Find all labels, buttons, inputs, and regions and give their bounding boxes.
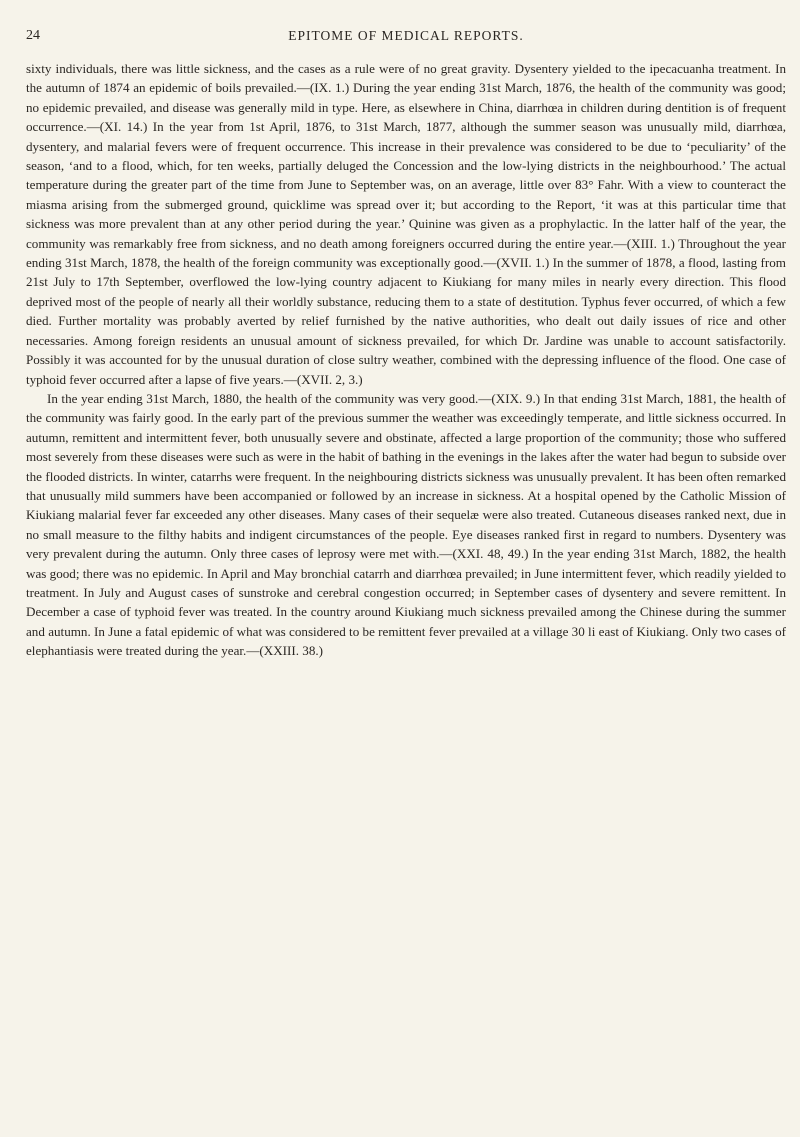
body-text xyxy=(26,59,786,661)
running-title: EPITOME OF MEDICAL REPORTS. xyxy=(288,28,524,43)
paragraph: In the year ending 31st March, 1880, the health of the community was very good.—(XIX. 9.) In that ending 31st March, 1881, the health of the community was fairly good. In the early part of the previous summer the weather was exceedingly temperate, and little sickness occurred. In autumn, remittent and intermittent fever, both unusually severe and obstinate, affected a large proportion of the community; those who suffered most severely from these diseases were such as were in the habit of bathing in the evenings in the lakes after the water had begun to subside over the flooded districts. In winter, catarrhs were frequent. In the neighbouring districts sickness was unusually prevalent. It has been often remarked that unusually mild summers have been accompanied or followed by an increase in sickness. At a hospital opened by the Catholic Mission of Kiukiang malarial fever far exceeded any other diseases. Many cases of their sequelæ were also treated. Cutaneous diseases ranked next, due in no small measure to the filthy habits and indigent circumstances of the people. Eye diseases ranked first in regard to numbers. Dysentery was very prevalent during the autumn. Only three cases of leprosy were met with.—(XXI. 48, 49.) In the year ending 31st March, 1882, the health was good; there was no epidemic. In April and May bronchial catarrh and diarrhœa prevailed; in June intermittent fever, which readily yielded to treatment. In July and August cases of sunstroke and cerebral congestion occurred; in September cases of dysentery and severe remittent. In December a case of typhoid fever was treated. In the country around Kiukiang much sickness prevailed among the Chinese during the summer and autumn. In June a fatal epidemic of what was considered to be remittent fever prevailed at a village 30 li east of Kiukiang. Only two cases of elephantiasis were treated during the year.—(XXIII. 38.) xyxy=(26,390,786,659)
page-number: 24 xyxy=(26,28,40,43)
page-header xyxy=(26,28,786,48)
paragraph: sixty individuals, there was little sickness, and the cases as a rule were of no great gravity. Dysentery yielded to the ipecacuanha treatment. In the autumn of 1874 an epidemic of boils prevailed.—(IX. 1.) During the year ending 31st March, 1876, the health of the community was good; no epidemic prevailed, and disease was generally mild in type. Here, as elsewhere in China, diarrhœa in children during dentition is of frequent occurrence.—(XI. 14.) In the year from 1st April, 1876, to 31st March, 1877, although the summer season was unusually mild, diarrhœa, dysentery, and malarial fevers were of frequent occurrence. This increase in their prevalence was considered to be due to ‘peculiarity’ of the season, ‘and to a flood, which, for ten weeks, partially deluged the Concession and the low-lying districts in the neighbourhood.’ The actual temperature during the greater part of the time from June to September was, on an average, little over 83° Fahr. With a view to counteract the miasma arising from the submerged ground, quicklime was spread over it; but according to the Report, ‘it was at this particular time that sickness was more prevalent than at any other period during the year.’ Quinine was given as a prophylactic. In the latter half of the year, the community was remarkably free from sickness, and no death among foreigners occurred during the entire year.—(XIII. 1.) Throughout the year ending 31st March, 1878, the health of the foreign community was exceptionally good.—(XVII. 1.) In the summer of 1878, a flood, lasting from 21st July to 17th September, overflowed the low-lying country adjacent to Kiukiang for many miles in nearly every direction. This flood deprived most of the people of nearly all their worldly substance, reducing them to a state of destitution. Typhus fever occurred, of which a few died. Further mortality was probably averted by relief furnished by the native authorities, who dealt out daily issues of rice and other necessaries. Among foreign residents an unusual amount of sickness prevailed, for which Dr. Jardine was unable to account satisfactorily. Possibly it was accounted for by the unusual duration of close sultry weather, combined with the depressing influence of the flood. One case of typhoid fever occurred after a lapse of five years.—(XVII. 2, 3.) xyxy=(26,61,786,387)
